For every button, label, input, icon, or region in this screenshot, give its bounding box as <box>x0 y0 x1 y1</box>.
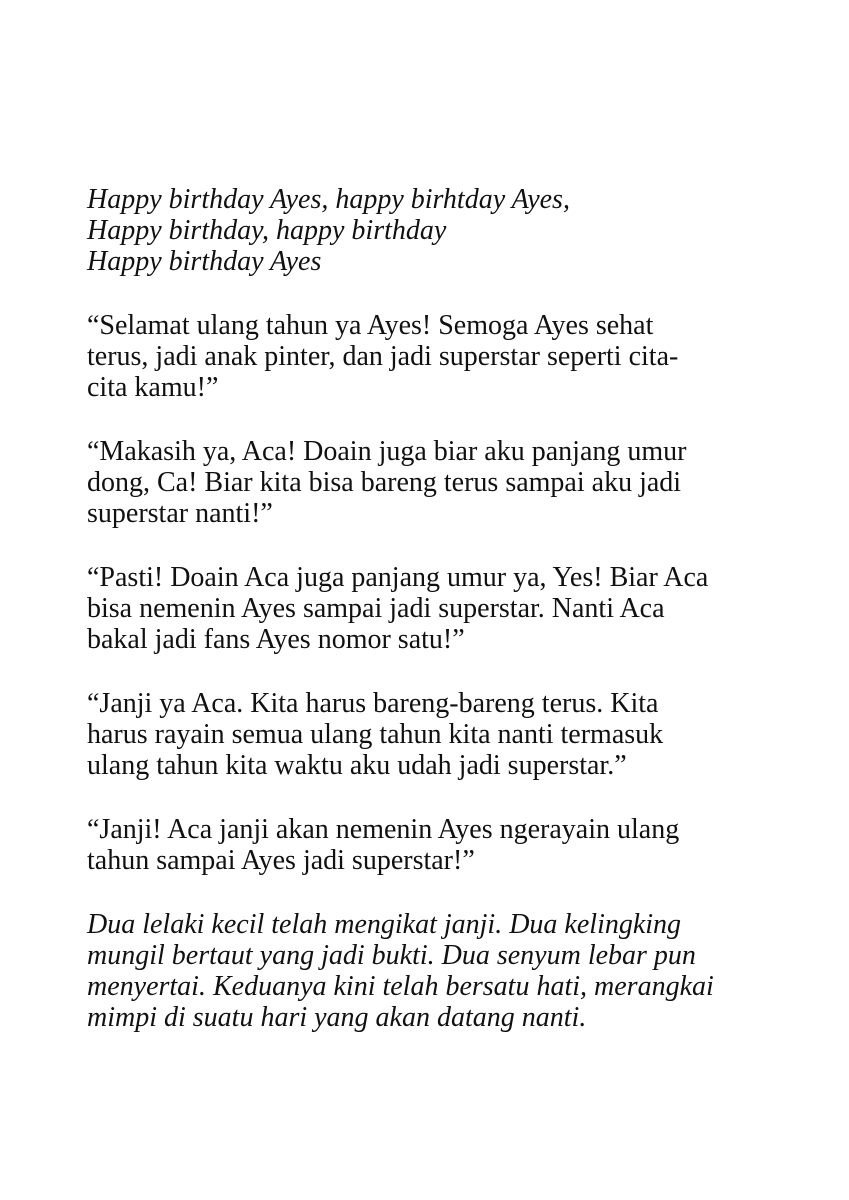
narration-line: mungil bertaut yang jadi bukti. Dua senyum lebar pun <box>87 940 696 971</box>
dialogue-line: dong, Ca! Biar kita bisa bareng terus sampai aku jadi <box>87 467 682 498</box>
narration-line: Dua lelaki kecil telah mengikat janji. Dua kelingking <box>87 909 682 940</box>
dialogue-paragraph <box>87 436 767 529</box>
dialogue-paragraph <box>87 688 767 781</box>
birthday-song <box>87 184 767 277</box>
dialogue-line: harus rayain semua ulang tahun kita nanti termasuk <box>87 719 664 750</box>
dialogue-line: terus, jadi anak pinter, dan jadi superstar seperti cita- <box>87 341 679 372</box>
dialogue-line: “Janji! Aca janji akan nemenin Ayes ngerayain ulang <box>87 814 680 845</box>
dialogue-line: “Pasti! Doain Aca juga panjang umur ya, Yes! Biar Aca <box>87 562 709 593</box>
dialogue-line: “Makasih ya, Aca! Doain juga biar aku panjang umur <box>87 436 687 467</box>
dialogue-line: bakal jadi fans Ayes nomor satu!” <box>87 624 465 655</box>
song-line: Happy birthday Ayes, happy birhtday Ayes, <box>87 184 570 215</box>
dialogue-line: cita kamu!” <box>87 372 219 403</box>
dialogue-line: “Janji ya Aca. Kita harus bareng-bareng terus. Kita <box>87 688 659 719</box>
dialogue-line: tahun sampai Ayes jadi superstar!” <box>87 845 475 876</box>
dialogue-paragraph <box>87 562 767 655</box>
narration-line: mimpi di suatu hari yang akan datang nanti. <box>87 1002 587 1033</box>
story-page <box>87 184 767 1066</box>
dialogue-paragraph <box>87 310 767 403</box>
narration-line: menyertai. Keduanya kini telah bersatu hati, merangkai <box>87 971 714 1002</box>
dialogue-line: superstar nanti!” <box>87 498 273 529</box>
dialogue-line: “Selamat ulang tahun ya Ayes! Semoga Ayes sehat <box>87 310 654 341</box>
dialogue-line: bisa nemenin Ayes sampai jadi superstar. Nanti Aca <box>87 593 665 624</box>
song-line: Happy birthday, happy birthday <box>87 215 447 246</box>
dialogue-line: ulang tahun kita waktu aku udah jadi superstar.” <box>87 750 627 781</box>
song-line: Happy birthday Ayes <box>87 246 322 277</box>
narration-paragraph <box>87 909 767 1033</box>
dialogue-paragraph <box>87 814 767 876</box>
